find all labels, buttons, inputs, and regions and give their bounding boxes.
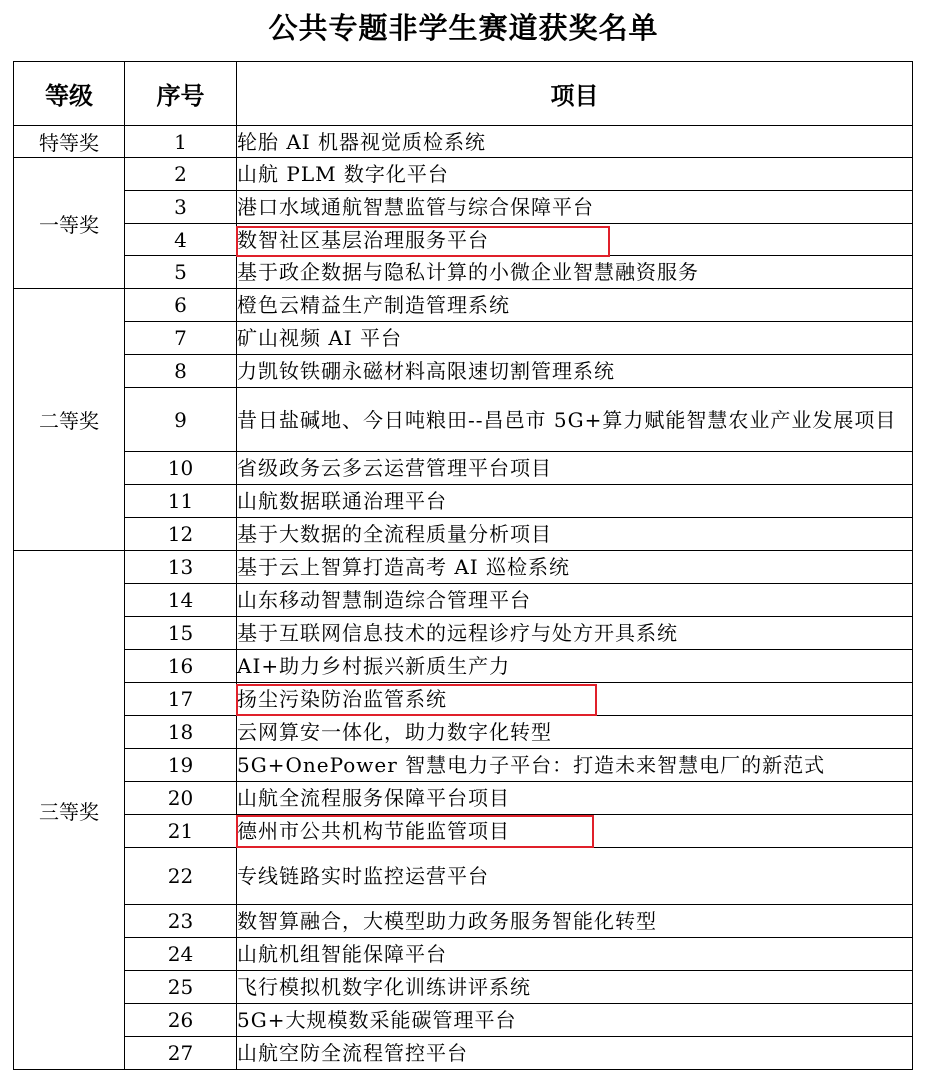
seq-cell: 1 (125, 126, 237, 158)
seq-cell: 3 (125, 191, 237, 224)
project-name-cell: AI+助力乡村振兴新质生产力 (237, 650, 913, 683)
table-row (14, 716, 913, 749)
table-row (14, 289, 913, 322)
seq-cell: 15 (125, 617, 237, 650)
seq-cell: 9 (125, 388, 237, 452)
table-row (14, 1004, 913, 1037)
project-name-cell: 山航全流程服务保障平台项目 (237, 782, 913, 815)
header-level: 等级 (14, 62, 125, 126)
table-row (14, 971, 913, 1004)
seq-cell: 8 (125, 355, 237, 388)
table-row (14, 256, 913, 289)
seq-cell: 2 (125, 158, 237, 191)
table-row (14, 518, 913, 551)
seq-cell: 22 (125, 848, 237, 905)
table-row (14, 452, 913, 485)
project-name-cell: 扬尘污染防治监管系统 (237, 683, 913, 716)
table-row (14, 584, 913, 617)
table-row (14, 650, 913, 683)
seq-cell: 11 (125, 485, 237, 518)
project-name-cell: 山航数据联通治理平台 (237, 485, 913, 518)
seq-cell: 26 (125, 1004, 237, 1037)
table-row (14, 551, 913, 584)
table-row (14, 322, 913, 355)
table-row (14, 485, 913, 518)
table-row (14, 848, 913, 905)
seq-cell: 20 (125, 782, 237, 815)
seq-cell: 4 (125, 224, 237, 256)
project-name-cell: 橙色云精益生产制造管理系统 (237, 289, 913, 322)
table-header-row (14, 62, 913, 126)
table-row (14, 126, 913, 158)
seq-cell: 17 (125, 683, 237, 716)
project-name-cell: 5G+大规模数采能碳管理平台 (237, 1004, 913, 1037)
table-row (14, 782, 913, 815)
seq-cell: 5 (125, 256, 237, 289)
table-row (14, 749, 913, 782)
project-name-cell: 基于政企数据与隐私计算的小微企业智慧融资服务 (237, 256, 913, 289)
seq-cell: 27 (125, 1037, 237, 1070)
seq-cell: 6 (125, 289, 237, 322)
table-row (14, 224, 913, 256)
awards-table (13, 61, 913, 1070)
seq-cell: 13 (125, 551, 237, 584)
award-level-cell: 特等奖 (14, 126, 125, 158)
project-name-cell: 山航空防全流程管控平台 (237, 1037, 913, 1070)
seq-cell: 16 (125, 650, 237, 683)
seq-cell: 14 (125, 584, 237, 617)
table-row (14, 191, 913, 224)
seq-cell: 12 (125, 518, 237, 551)
project-name-cell: 力凯钕铁硼永磁材料高限速切割管理系统 (237, 355, 913, 388)
table-row (14, 683, 913, 716)
project-name-cell: 基于大数据的全流程质量分析项目 (237, 518, 913, 551)
project-name-cell: 轮胎 AI 机器视觉质检系统 (237, 126, 913, 158)
table-row (14, 388, 913, 452)
award-level-cell: 一等奖 (14, 158, 125, 289)
project-name-cell: 飞行模拟机数字化训练讲评系统 (237, 971, 913, 1004)
project-name-cell: 山航机组智能保障平台 (237, 938, 913, 971)
table-row (14, 938, 913, 971)
table-row (14, 355, 913, 388)
table-row (14, 617, 913, 650)
award-level-cell: 三等奖 (14, 551, 125, 1070)
project-name-cell: 数智算融合，大模型助力政务服务智能化转型 (237, 905, 913, 938)
project-name-cell: 专线链路实时监控运营平台 (237, 848, 913, 905)
project-name-cell: 山航 PLM 数字化平台 (237, 158, 913, 191)
project-name-cell: 矿山视频 AI 平台 (237, 322, 913, 355)
header-item: 项目 (237, 62, 913, 126)
seq-cell: 19 (125, 749, 237, 782)
seq-cell: 25 (125, 971, 237, 1004)
seq-cell: 23 (125, 905, 237, 938)
project-name-cell: 基于互联网信息技术的远程诊疗与处方开具系统 (237, 617, 913, 650)
project-name-cell: 港口水域通航智慧监管与综合保障平台 (237, 191, 913, 224)
award-level-cell: 二等奖 (14, 289, 125, 551)
project-name-cell: 云网算安一体化，助力数字化转型 (237, 716, 913, 749)
seq-cell: 24 (125, 938, 237, 971)
seq-cell: 7 (125, 322, 237, 355)
project-name-cell: 省级政务云多云运营管理平台项目 (237, 452, 913, 485)
header-seq: 序号 (125, 62, 237, 126)
table-row (14, 1037, 913, 1070)
seq-cell: 10 (125, 452, 237, 485)
project-name-cell: 数智社区基层治理服务平台 (237, 224, 913, 256)
project-name-cell: 基于云上智算打造高考 AI 巡检系统 (237, 551, 913, 584)
project-name-cell: 5G+OnePower 智慧电力子平台：打造未来智慧电厂的新范式 (237, 749, 913, 782)
table-row (14, 815, 913, 848)
project-name-cell: 昔日盐碱地、今日吨粮田--昌邑市 5G+算力赋能智慧农业产业发展项目 (237, 388, 913, 452)
seq-cell: 18 (125, 716, 237, 749)
seq-cell: 21 (125, 815, 237, 848)
table-row (14, 158, 913, 191)
project-name-cell: 德州市公共机构节能监管项目 (237, 815, 913, 848)
page-title: 公共专题非学生赛道获奖名单 (268, 11, 659, 45)
project-name-cell: 山东移动智慧制造综合管理平台 (237, 584, 913, 617)
table-row (14, 905, 913, 938)
